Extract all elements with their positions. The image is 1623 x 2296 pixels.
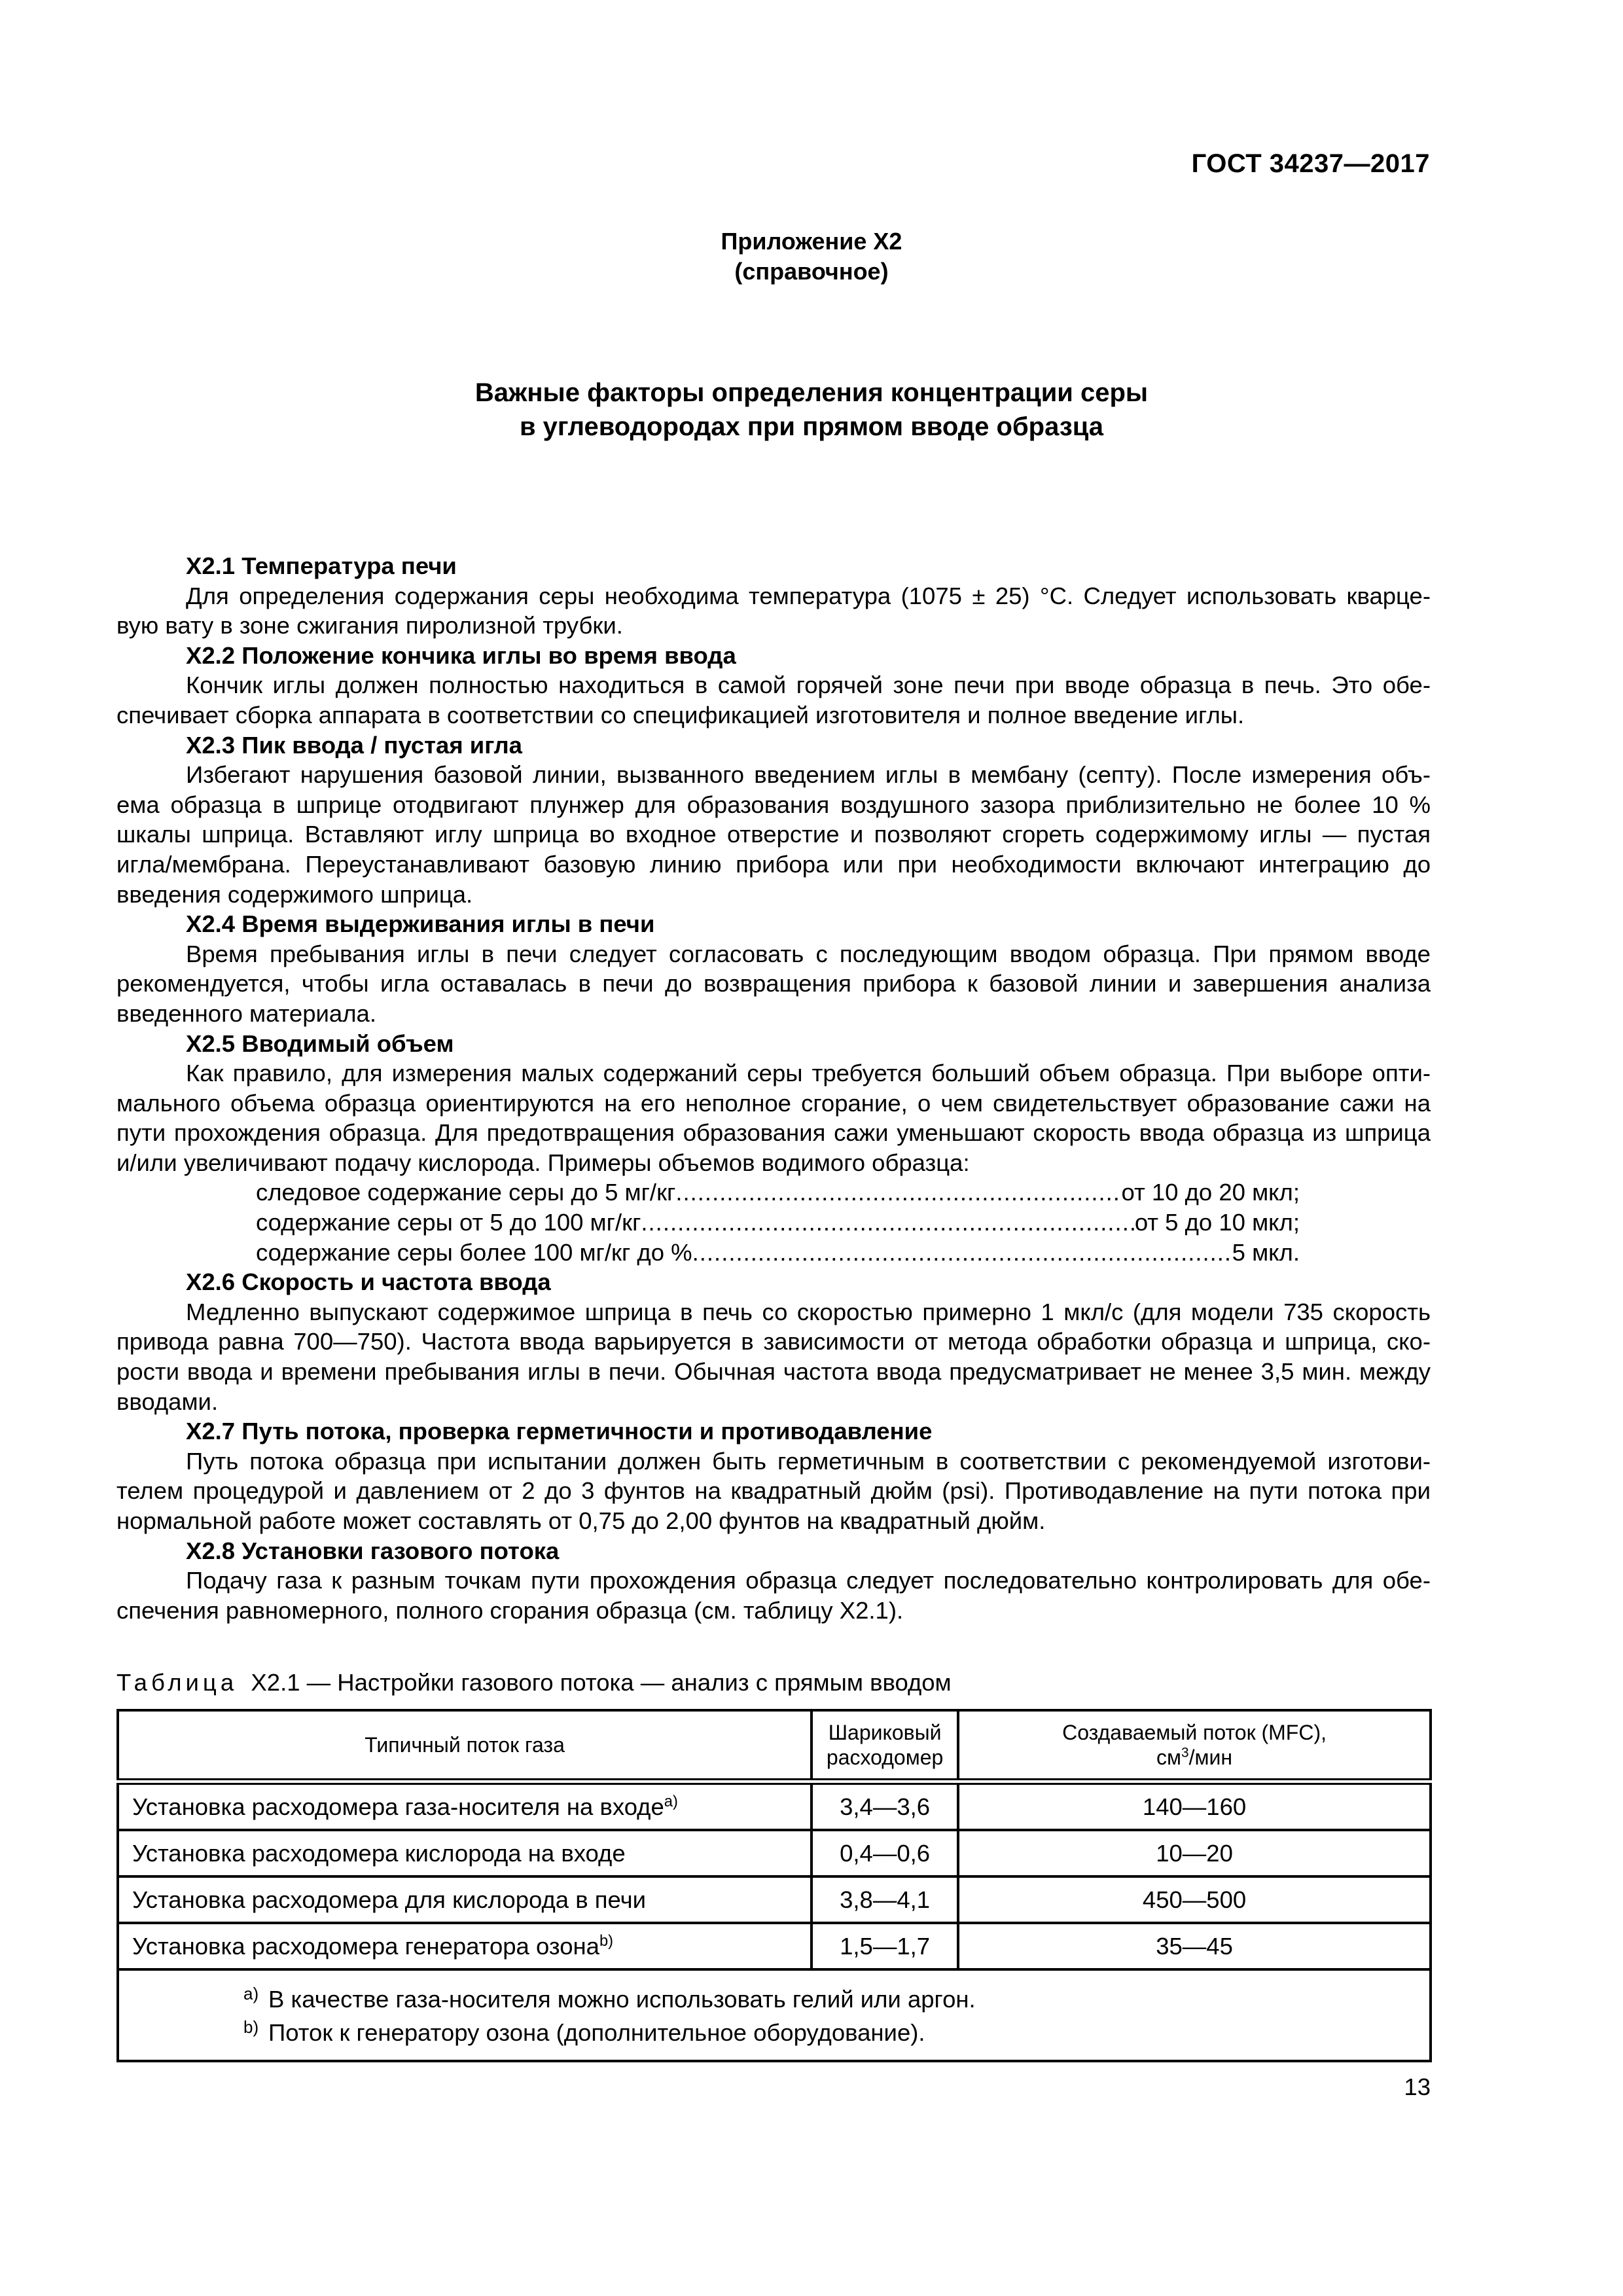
mfc-header-line-1: Создаваемый поток (MFC), (1062, 1721, 1327, 1744)
paragraph-line: и/или увеличивают подачу кислорода. Примеры объемов водимого образца: (116, 1149, 970, 1176)
table-caption-text: X2.1 — Настройки газового потока — анализ с прямым вводом (251, 1669, 952, 1696)
table-header-row (118, 1710, 1431, 1782)
leader-dots (675, 1177, 1121, 1208)
paragraph-line: введения содержимого шприца. (116, 880, 473, 908)
mfc-cell: 10—20 (958, 1830, 1431, 1876)
gas-flow-cell: Установка расходомера кислорода на входе (118, 1830, 812, 1876)
example-label: содержание серы более 100 мг/кг до % (256, 1238, 692, 1266)
example-label: содержание серы от 5 до 100 мг/кг (256, 1209, 641, 1236)
leader-dots (641, 1208, 1134, 1238)
table-caption-word: Таблица (116, 1669, 238, 1696)
paragraph-line: Кончик иглы должен полностью находиться в самой горячей зоне печи при вводе образца в печь. Это обе- (186, 672, 1431, 699)
paragraph-line: спечивает сборка аппарата в соответствии со спецификацией изготовителя и полное введение иглы. (116, 701, 1245, 728)
footnote-mark: b) (599, 1932, 614, 1950)
paragraph-line: Медленно выпускают содержимое шприца в печь со скоростью примерно 1 мкл/с (для модели 735 скорость (186, 1298, 1431, 1325)
paragraph-line: нормальной работе может составлять от 0,75 до 2,00 фунтов на квадратный дюйм. (116, 1507, 1046, 1534)
page-number: 13 (1404, 2073, 1431, 2100)
paragraph-line: пути прохождения образца. Для предотвращения образования сажи уменьшают скорость ввода образца из шприца (116, 1119, 1431, 1147)
paragraph-line: рости ввода и времени пребывания иглы в печи. Обычная частота ввода предусматривает не менее 3,5 мин. между (116, 1358, 1431, 1386)
document-body (116, 551, 1431, 1625)
volume-example (116, 1238, 1300, 1268)
annex-type: (справочное) (734, 258, 889, 285)
paragraph-line: мального объема образца ориентируются на его неполное сгорание, о чем свидетельствует образование сажи на (116, 1089, 1431, 1117)
table-note: a) В качестве газа-носителя можно использовать гелий или аргон. (243, 1984, 976, 2013)
section-heading: X2.4 Время выдерживания иглы в печи (186, 910, 655, 938)
table-row (118, 1782, 1431, 1830)
gas-flow-cell: Установка расходомера газа-носителя на входе$^{a)}$ (118, 1782, 812, 1830)
table-notes (118, 1969, 1431, 2061)
ball-flowmeter-cell: 3,8—4,1 (812, 1876, 958, 1923)
page-title-line-2: в углеводородах при прямом вводе образца (519, 412, 1104, 441)
paragraph-line: игла/мембрана. Переустанавливают базовую линию прибора или при необходимости включают интеграцию до (116, 850, 1431, 878)
table-caption (116, 1669, 952, 1696)
paragraph-line: спечения равномерного, полного сгорания образца (см. таблицу X2.1). (116, 1596, 904, 1624)
section-heading: X2.6 Скорость и частота ввода (186, 1268, 551, 1296)
section-heading: X2.1 Температура печи (186, 552, 457, 579)
annex-title: Приложение X2 (721, 228, 902, 255)
gas-flow-cell: Установка расходомера для кислорода в печи (118, 1876, 812, 1923)
paragraph-line: привода равна 700—750). Частота ввода варьируется в зависимости от метода обработки образца и шприца, ско- (116, 1328, 1431, 1355)
ball-flowmeter-cell: 0,4—0,6 (812, 1830, 958, 1876)
section-heading: X2.2 Положение кончика иглы во время ввода (186, 641, 736, 669)
paragraph-line: Для определения содержания серы необходима температура (1075 ± 25) °C. Следует использовать кварце- (186, 582, 1431, 609)
footnote-mark: a) (664, 1793, 678, 1810)
volume-example (116, 1208, 1300, 1238)
leader-dots (692, 1238, 1232, 1268)
paragraph-line: вую вату в зоне сжигания пиролизной трубки. (116, 612, 623, 639)
mfc-header-unit: $см^3$/мин (1156, 1745, 1233, 1769)
table-row (118, 1876, 1431, 1923)
volume-example (116, 1177, 1300, 1208)
table-note: b) Поток к генератору озона (дополнительное оборудование). (243, 2017, 925, 2046)
mfc-cell: 450—500 (958, 1876, 1431, 1923)
column-header-gas-flow: Типичный поток газа (118, 1710, 812, 1782)
paragraph-line: шкалы шприца. Вставляют иглу шприца во входное отверстие и позволяют сгореть содержимому иглы — пустая (116, 821, 1431, 848)
page-title (0, 376, 1623, 444)
example-label: следовое содержание серы до 5 мг/кг (256, 1179, 676, 1206)
column-header-mfc (958, 1710, 1431, 1782)
example-value: от 5 до 10 мкл; (1134, 1209, 1300, 1236)
table-notes-row (118, 1969, 1431, 2061)
example-value: 5 мкл. (1232, 1238, 1300, 1266)
paragraph-line: Время пребывания иглы в печи следует согласовать с последующим вводом образца. При прямом вводе (186, 940, 1431, 967)
ball-flowmeter-cell: 3,4—3,6 (812, 1782, 958, 1830)
standard-code: ГОСТ 34237—2017 (1191, 149, 1430, 178)
ball-flowmeter-cell: 1,5—1,7 (812, 1923, 958, 1969)
paragraph-line: введенного материала. (116, 999, 376, 1027)
mfc-cell: 35—45 (958, 1923, 1431, 1969)
section-heading: X2.5 Вводимый объем (186, 1030, 454, 1057)
example-value: от 10 до 20 мкл; (1121, 1179, 1300, 1206)
paragraph-line: Избегают нарушения базовой линии, вызванного введением иглы в мембану (септу). После измерения объ- (186, 761, 1431, 789)
section-heading: X2.8 Установки газового потока (186, 1537, 560, 1564)
gas-flow-table (116, 1709, 1432, 2062)
section-heading: X2.7 Путь потока, проверка герметичности и противодавление (186, 1418, 933, 1445)
table-row (118, 1830, 1431, 1876)
column-header-ball-flowmeter: Шариковый расходомер (812, 1710, 958, 1782)
section-heading: X2.3 Пик ввода / пустая игла (186, 731, 522, 759)
gas-flow-cell: Установка расходомера генератора озона$^{b)}$ (118, 1923, 812, 1969)
paragraph-line: Подачу газа к разным точкам пути прохождения образца следует последовательно контролировать для обе- (186, 1567, 1431, 1594)
mfc-cell: 140—160 (958, 1782, 1431, 1830)
paragraph-line: вводами. (116, 1388, 219, 1415)
annex-heading (0, 226, 1623, 287)
paragraph-line: ема образца в шприце отодвигают плунжер для образования воздушного зазора приблизительно не более 10 % (116, 791, 1431, 818)
paragraph-line: Путь потока образца при испытании должен быть герметичным в соответствии с рекомендуемой изготови- (186, 1447, 1431, 1475)
page-title-line-1: Важные факторы определения концентрации серы (474, 378, 1149, 407)
table-row (118, 1923, 1431, 1969)
paragraph-line: телем процедурой и давлением от 2 до 3 фунтов на квадратный дюйм (psi). Противодавление на пути потока при (116, 1477, 1431, 1505)
paragraph-line: рекомендуется, чтобы игла оставалась в печи до возвращения прибора к базовой линии и завершения анализа (116, 970, 1431, 997)
paragraph-line: Как правило, для измерения малых содержаний серы требуется больший объем образца. При выборе опти- (186, 1060, 1431, 1087)
